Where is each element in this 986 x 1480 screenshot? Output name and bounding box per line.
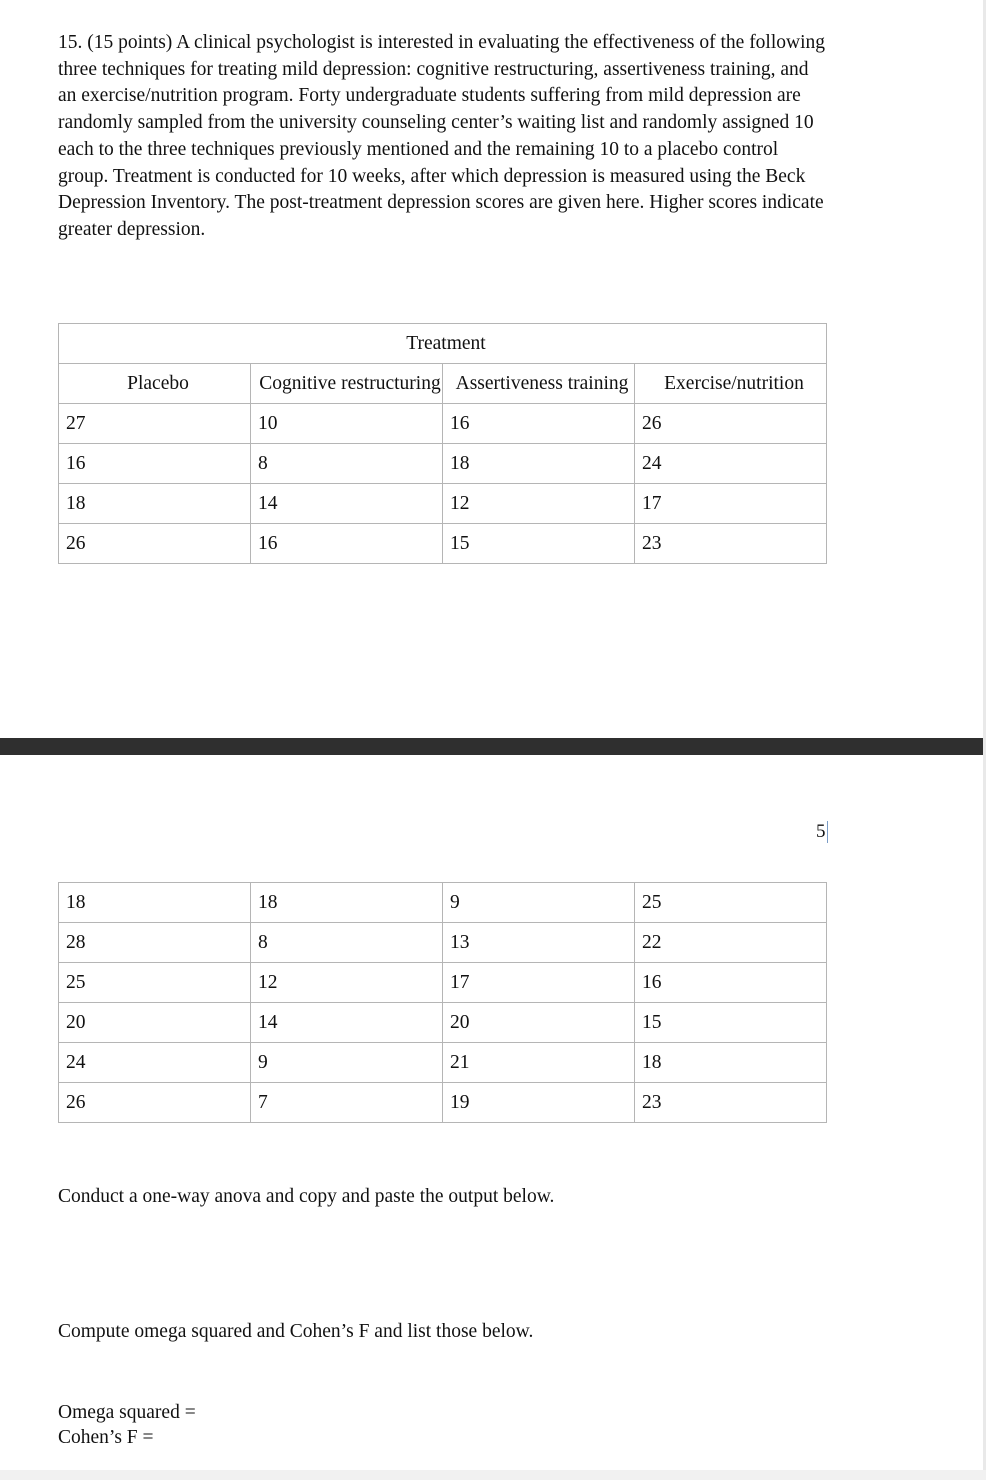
- cell-placebo: 18: [59, 484, 251, 524]
- column-header-row: [59, 364, 827, 404]
- cell-cognitive: 7: [251, 1083, 443, 1123]
- treatment-title-row: [59, 324, 827, 364]
- cell-exercise: 22: [635, 923, 827, 963]
- treatment-title: Treatment: [59, 324, 827, 364]
- scores-table-page1: [58, 323, 827, 564]
- table-row: [59, 404, 827, 444]
- cell-placebo: 16: [59, 444, 251, 484]
- problem-statement: 15. (15 points) A clinical psychologist is interested in evaluating the effectiveness of the following three techniques for treating mild depression: cognitive restructuring, assertiveness training, and an exercise/nutrition program. Forty undergraduate students suffering from mild depression are randomly sampled from the university counseling center’s waiting list and randomly assigned 10 each to the three techniques previously mentioned and the remaining 10 to a placebo control group. Treatment is conducted for 10 weeks, after which depression is measured using the Beck Depression Inventory. The post-treatment depression scores are given here. Higher scores indicate greater depression.: [58, 32, 826, 240]
- cell-placebo: 26: [59, 524, 251, 564]
- cell-exercise: 16: [635, 963, 827, 1003]
- cell-assertiveness: 17: [443, 963, 635, 1003]
- cell-placebo: 20: [59, 1003, 251, 1043]
- cell-exercise: 15: [635, 1003, 827, 1043]
- cell-cognitive: 9: [251, 1043, 443, 1083]
- cell-cognitive: 12: [251, 963, 443, 1003]
- table-row: [59, 923, 827, 963]
- cell-assertiveness: 15: [443, 524, 635, 564]
- effect-size-instruction: Compute omega squared and Cohen’s F and list those below.: [58, 1321, 534, 1342]
- table-row: [59, 524, 827, 564]
- header-placebo: Placebo: [59, 364, 251, 404]
- cell-assertiveness: 18: [443, 444, 635, 484]
- cell-exercise: 17: [635, 484, 827, 524]
- cell-exercise: 25: [635, 883, 827, 923]
- cell-cognitive: 14: [251, 1003, 443, 1043]
- table-row: [59, 1043, 827, 1083]
- page-number: 5: [816, 821, 826, 842]
- cell-cognitive: 14: [251, 484, 443, 524]
- cell-cognitive: 10: [251, 404, 443, 444]
- cell-placebo: 27: [59, 404, 251, 444]
- header-exercise-nutrition: Exercise/nutrition: [635, 364, 827, 404]
- cell-cognitive: 16: [251, 524, 443, 564]
- cell-assertiveness: 9: [443, 883, 635, 923]
- cell-exercise: 18: [635, 1043, 827, 1083]
- cell-cognitive: 18: [251, 883, 443, 923]
- cell-cognitive: 8: [251, 444, 443, 484]
- cell-assertiveness: 12: [443, 484, 635, 524]
- cell-exercise: 24: [635, 444, 827, 484]
- scores-table-page2: [58, 882, 827, 1123]
- cell-assertiveness: 20: [443, 1003, 635, 1043]
- table-row: [59, 444, 827, 484]
- page-break-bar: [0, 738, 986, 755]
- cell-assertiveness: 16: [443, 404, 635, 444]
- table-row: [59, 963, 827, 1003]
- omega-squared-label: Omega squared =: [58, 1402, 196, 1423]
- cell-placebo: 18: [59, 883, 251, 923]
- table-row: [59, 484, 827, 524]
- cell-placebo: 24: [59, 1043, 251, 1083]
- cell-placebo: 25: [59, 963, 251, 1003]
- cell-cognitive: 8: [251, 923, 443, 963]
- cell-exercise: 23: [635, 1083, 827, 1123]
- header-cognitive-restructuring: Cognitive restructuring: [251, 364, 443, 404]
- table-row: [59, 1083, 827, 1123]
- cell-placebo: 28: [59, 923, 251, 963]
- answer-block: [58, 1400, 196, 1450]
- cohens-f-label: Cohen’s F =: [58, 1427, 154, 1448]
- anova-instruction: Conduct a one-way anova and copy and paste the output below.: [58, 1186, 555, 1207]
- table-row: [59, 883, 827, 923]
- table-row: [59, 1003, 827, 1043]
- cell-exercise: 26: [635, 404, 827, 444]
- cell-exercise: 23: [635, 524, 827, 564]
- cell-placebo: 26: [59, 1083, 251, 1123]
- header-assertiveness-training: Assertiveness training: [443, 364, 635, 404]
- cell-assertiveness: 13: [443, 923, 635, 963]
- cell-assertiveness: 21: [443, 1043, 635, 1083]
- cell-assertiveness: 19: [443, 1083, 635, 1123]
- page-edge-bottom: [0, 1470, 986, 1480]
